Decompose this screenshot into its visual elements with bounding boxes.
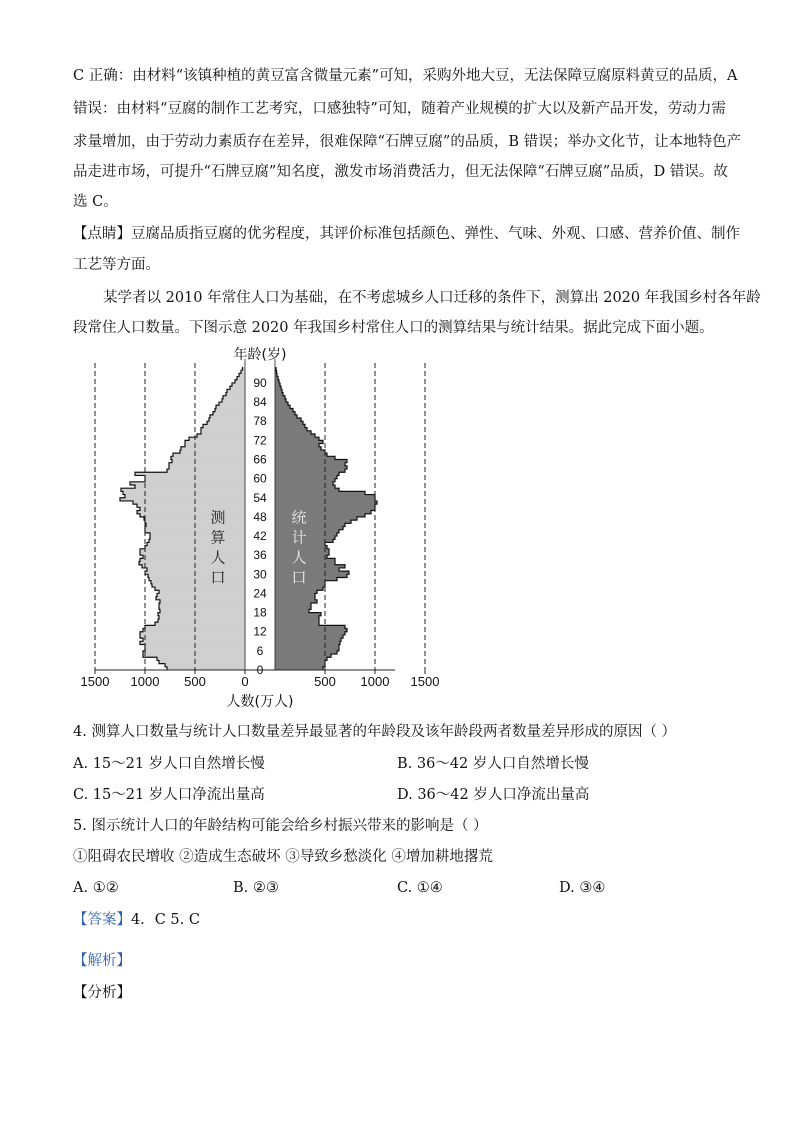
explanation-line-3: 求量增加，由于劳动力素质存在差异，很难保障“石牌豆腐”的品质，B 错误；举办文化节，让本地特色产 (73, 134, 742, 150)
note-line-1: 【点睛】豆腐品质指豆腐的优劣程度，其评价标准包括颜色、弹性、气味、外观、口感、营养价值、制作 (73, 226, 740, 242)
estimated-bar (155, 587, 245, 590)
explanation-line-4: 品走进市场，可提升“石牌豆腐”知名度，激发市场消费活力，但无法保障“石牌豆腐”品质，D 错误。故 (73, 164, 728, 180)
counted-bar (275, 574, 347, 577)
estimated-bar (173, 453, 245, 456)
counted-bar (275, 501, 377, 504)
x-tick-label: 500 (314, 674, 336, 689)
estimated-bar (143, 638, 245, 641)
estimated-bar (121, 488, 245, 491)
y-tick-label: 60 (253, 471, 267, 486)
counted-bar (275, 629, 347, 632)
estimated-bar (152, 584, 245, 587)
counted-bar (275, 447, 321, 450)
counted-bar (275, 632, 345, 635)
estimated-bar (123, 491, 245, 494)
counted-bar (275, 657, 327, 660)
counted-bar (275, 399, 286, 402)
estimated-bar (158, 613, 245, 616)
counted-bar (275, 424, 305, 427)
q5-option-b[interactable]: B. ②③ (233, 880, 279, 896)
counted-label: 统 (291, 508, 307, 527)
estimated-bar (143, 654, 245, 657)
estimated-bar (149, 539, 245, 542)
estimated-bar (145, 648, 245, 651)
estimated-bar (140, 558, 245, 561)
estimated-label: 测 (210, 508, 226, 527)
counted-bar (275, 587, 323, 590)
estimated-bar (140, 641, 245, 644)
estimated-bar (219, 402, 245, 405)
q5-option-a[interactable]: A. ①② (73, 880, 119, 896)
estimated-bar (197, 434, 245, 437)
estimated-bar (159, 590, 245, 593)
estimated-bar (142, 565, 245, 568)
counted-bar (275, 644, 339, 647)
counted-bar (275, 641, 340, 644)
counted-bar (275, 482, 333, 485)
y-tick-label: 0 (256, 663, 264, 677)
counted-bar (275, 456, 335, 459)
y-tick-label: 36 (253, 548, 267, 563)
estimated-bar (157, 657, 245, 660)
counted-bar (275, 434, 315, 437)
y-tick-label: 24 (253, 586, 267, 601)
counted-bar (275, 520, 351, 523)
counted-bar (275, 412, 295, 415)
estimated-bar (135, 485, 245, 488)
counted-bar (275, 654, 331, 657)
answer-line (73, 912, 200, 928)
x-tick-label: 1500 (80, 674, 110, 689)
counted-bar (275, 437, 319, 440)
estimated-bar (137, 504, 245, 507)
counted-bar (275, 606, 311, 609)
counted-label: 口 (291, 568, 307, 587)
estimated-bar (169, 466, 245, 469)
counted-bar (275, 523, 345, 526)
estimated-bar (181, 447, 245, 450)
counted-bar (275, 479, 335, 482)
estimated-bar (130, 482, 245, 485)
counted-bar (275, 472, 339, 475)
estimated-bar (203, 424, 245, 427)
answer-value: 4．C 5. C (131, 912, 200, 928)
estimated-bar (171, 456, 245, 459)
estimated-bar (143, 555, 245, 558)
y-tick-label: 42 (253, 529, 267, 544)
estimated-bar (159, 660, 245, 663)
question-5-stem: 5. 图示统计人口的年龄结构可能会给乡村振兴带来的影响是（ ） (73, 818, 488, 834)
estimated-label: 算 (210, 528, 226, 547)
estimated-bars (120, 367, 245, 670)
estimated-bar (185, 440, 245, 443)
x-tick-label: 500 (184, 674, 206, 689)
estimated-bar (140, 635, 245, 638)
estimated-bar (159, 616, 245, 619)
counted-bar (275, 431, 311, 434)
counted-bar (275, 635, 343, 638)
q4-option-d[interactable]: D. 36～42 岁人口净流出量高 (397, 787, 590, 803)
estimated-bar (156, 597, 245, 600)
estimated-label: 人 (210, 548, 226, 567)
estimated-bar (210, 415, 245, 418)
estimated-bar (150, 536, 245, 539)
y-tick-label: 66 (253, 452, 267, 467)
x-tick-label: 0 (241, 674, 249, 689)
estimated-bar (165, 664, 245, 667)
analysis-label: 【解析】 (73, 953, 131, 969)
intro-line-1: 某学者以 2010 年常住人口为基础，在不考虑城乡人口迁移的条件下，测算出 2020 年我国乡村各年龄 (103, 290, 761, 306)
chart-title: 年龄(岁) (233, 347, 287, 363)
explanation-line-1: C 正确：由材料“该镇种植的黄豆富含微量元素”可知，采购外地大豆，无法保障豆腐原料黄豆的品质，A (73, 68, 738, 84)
y-tick-label: 90 (253, 375, 267, 390)
question-4-stem: 4. 测算人口数量与统计人口数量差异最显著的年龄段及该年龄段两者数量差异形成的原因（ ） (73, 724, 677, 740)
population-pyramid-chart (75, 345, 455, 715)
estimated-bar (147, 542, 245, 545)
counted-label: 人 (291, 548, 307, 567)
explanation-line-5: 选 C。 (73, 194, 118, 210)
estimated-bar (180, 450, 245, 453)
estimated-bar (149, 578, 245, 581)
x-tick-label: 1500 (410, 674, 440, 689)
counted-label: 计 (291, 528, 307, 547)
counted-bar (275, 622, 319, 625)
q4-option-c[interactable]: C. 15～21 岁人口净流出量高 (73, 787, 265, 803)
counted-bar (275, 619, 319, 622)
estimated-bar (140, 514, 245, 517)
estimated-bar (209, 418, 245, 421)
q5-items: ①阻碍农民增收 ②造成生态破坏 ③导致乡愁淡化 ④增加耕地撂荒 (73, 849, 493, 865)
note-line-2: 工艺等方面。 (73, 257, 160, 273)
q5-option-d[interactable]: D. ③④ (559, 880, 606, 896)
counted-bar (275, 514, 365, 517)
counted-bar (275, 428, 307, 431)
counted-bar (275, 511, 371, 514)
counted-bar (275, 475, 337, 478)
counted-bar (275, 603, 311, 606)
estimated-bar (140, 549, 245, 552)
y-tick-label: 12 (253, 624, 267, 639)
estimated-bar (160, 600, 245, 603)
counted-bar (275, 453, 327, 456)
counted-bar (275, 651, 337, 654)
q5-option-c[interactable]: C. ①④ (397, 880, 443, 896)
counted-bar (275, 450, 325, 453)
counted-bar (275, 421, 303, 424)
counted-bar (275, 590, 317, 593)
estimated-bar (139, 562, 245, 565)
y-tick-label: 72 (253, 433, 267, 448)
estimated-bar (120, 498, 245, 501)
estimated-bar (157, 593, 245, 596)
y-tick-label: 18 (253, 605, 267, 620)
y-tick-label: 54 (253, 490, 267, 505)
intro-line-2: 段常住人口数量。下图示意 2020 年我国乡村常住人口的测算结果与统计结果。据此完成下面小题。 (73, 320, 714, 336)
estimated-label: 口 (210, 568, 226, 587)
estimated-bar (133, 501, 245, 504)
q4-option-a[interactable]: A. 15～21 岁人口自然增长慢 (73, 756, 265, 772)
estimated-bar (155, 622, 245, 625)
chart-labels (81, 346, 440, 710)
estimated-bar (150, 533, 245, 536)
estimated-bar (147, 568, 245, 571)
estimated-bar (185, 444, 245, 447)
estimated-bar (226, 393, 245, 396)
x-tick-label: 1000 (360, 674, 390, 689)
counted-bar (275, 597, 315, 600)
estimated-bar (158, 619, 245, 622)
counted-bar (275, 485, 335, 488)
counted-bar (275, 609, 309, 612)
counted-bar (275, 517, 357, 520)
counted-bar (275, 593, 315, 596)
counted-bar (275, 469, 345, 472)
counted-bar (275, 463, 345, 466)
y-tick-label: 48 (253, 509, 267, 524)
estimated-bar (159, 606, 245, 609)
y-tick-label: 84 (253, 395, 267, 410)
answer-label: 【答案】 (73, 912, 131, 928)
estimated-bar (216, 405, 245, 408)
y-tick-label: 6 (256, 643, 264, 658)
q4-option-b[interactable]: B. 36～42 岁人口自然增长慢 (397, 756, 589, 772)
estimated-bar (148, 574, 245, 577)
estimated-bar (201, 428, 245, 431)
y-tick-label: 78 (253, 414, 267, 429)
counted-bar (275, 638, 341, 641)
explanation-line-2: 错误：由材料“豆腐的制作工艺考究，口感独特”可知，随着产业规模的扩大以及新产品开发，劳动力需 (73, 101, 726, 117)
counted-bar (275, 568, 339, 571)
estimated-bar (140, 552, 245, 555)
counted-bar (275, 415, 297, 418)
estimated-bar (125, 495, 245, 498)
counted-bar (275, 526, 343, 529)
estimated-bar (207, 421, 245, 424)
counted-bar (275, 440, 323, 443)
counted-bar (275, 488, 339, 491)
estimated-bar (140, 507, 245, 510)
estimated-bar (137, 511, 245, 514)
estimated-bar (140, 632, 245, 635)
counted-bar (275, 571, 349, 574)
counted-bar (275, 616, 319, 619)
pyramid-svg (75, 345, 455, 715)
estimated-bar (215, 408, 245, 411)
estimated-bar (143, 629, 245, 632)
estimated-bar (151, 581, 245, 584)
fenxi-label: 【分析】 (73, 985, 131, 1001)
estimated-bar (213, 412, 245, 415)
estimated-bar (167, 469, 245, 472)
estimated-bar (201, 431, 245, 434)
counted-bar (275, 466, 347, 469)
estimated-bar (159, 603, 245, 606)
counted-bar (275, 664, 325, 667)
estimated-bar (222, 399, 245, 402)
counted-bar (275, 444, 319, 447)
counted-bar (275, 660, 325, 663)
estimated-bar (160, 609, 245, 612)
x-axis-label: 人数(万人) (226, 694, 294, 710)
counted-bar (275, 648, 339, 651)
counted-bar (275, 530, 339, 533)
counted-bars (275, 367, 377, 670)
estimated-bar (169, 463, 245, 466)
estimated-bar (172, 459, 245, 462)
x-tick-label: 1000 (130, 674, 160, 689)
estimated-bar (143, 651, 245, 654)
y-tick-label: 30 (253, 567, 267, 582)
